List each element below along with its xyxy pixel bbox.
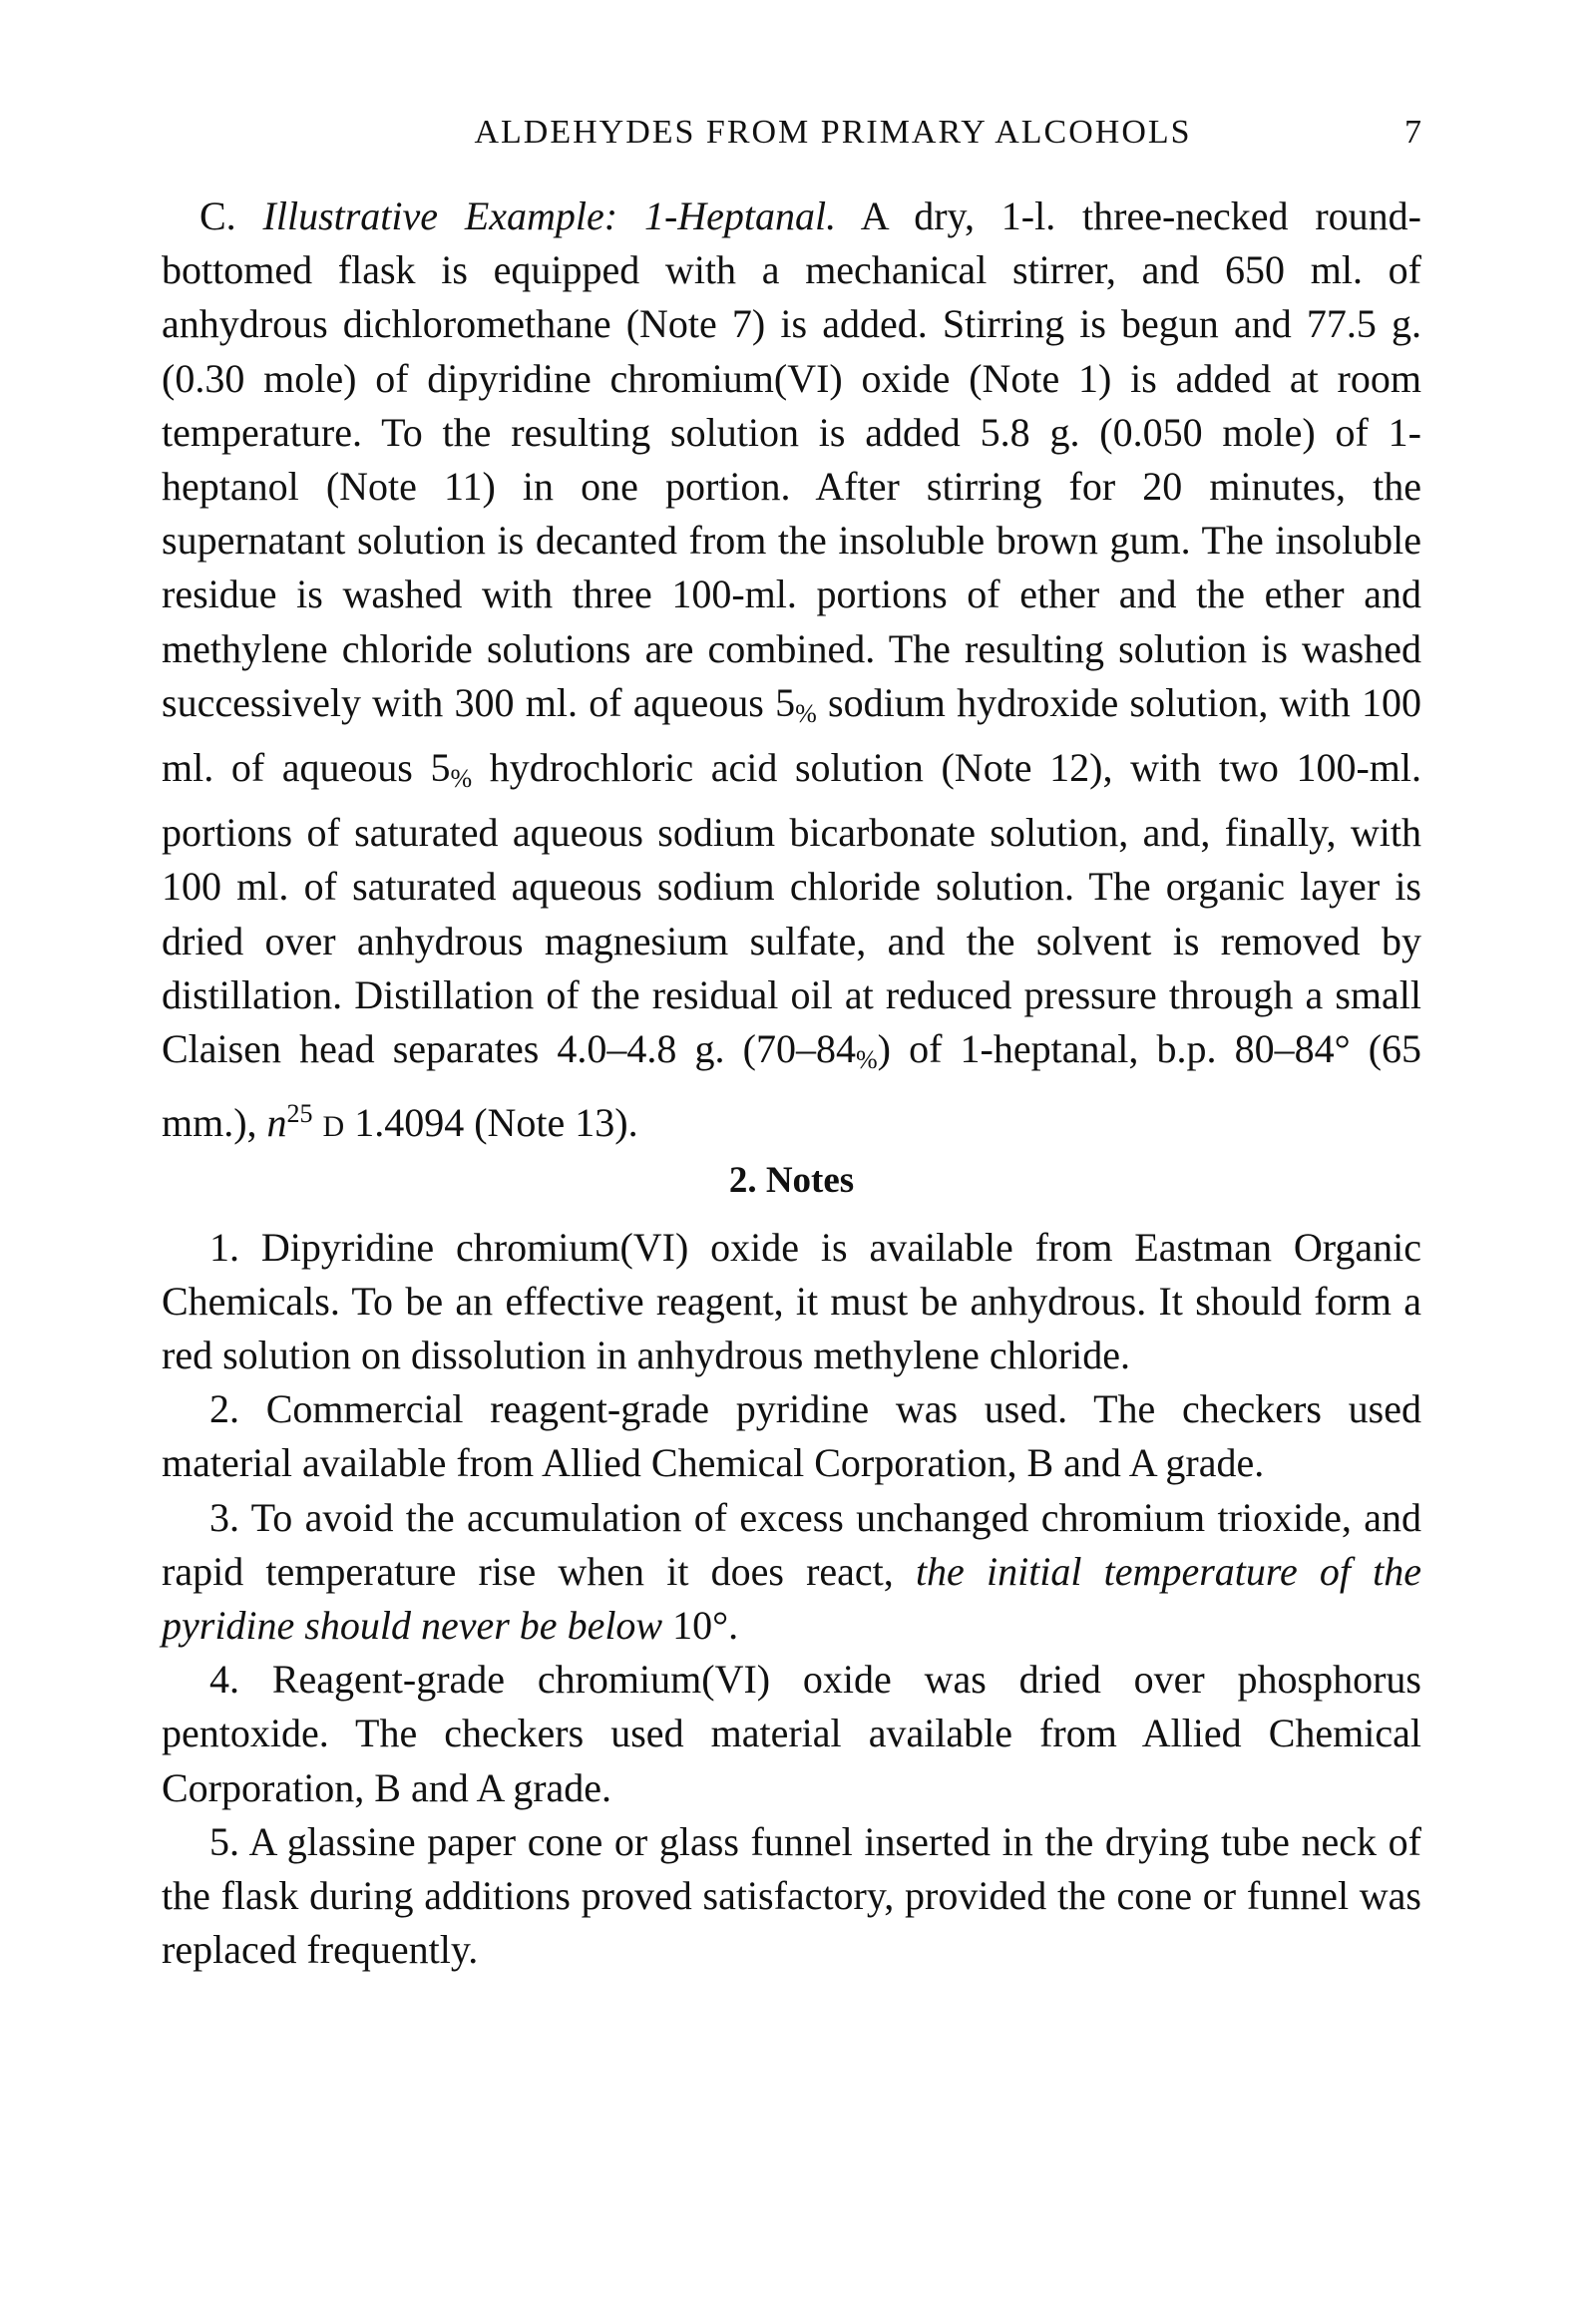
refractive-index-value: 1.4094 (Note 13).	[344, 1100, 638, 1146]
note-number: 4.	[209, 1657, 239, 1703]
example-text-1: A dry, 1-l. three-necked round-bottomed flask is equipped with a mechanical stirrer, and 650 ml. of anhydrous dichloromethane (Note 7) is added. Stirring is begun and 77.5 g. (0.30 mole) of dipyridine chromium(VI) oxide (Note 1) is added at room temperature. To the resulting solution is added 5.8 g. (0.050 mole) of 1-heptanol (Note 11) in one portion. After stirring for 20 minutes, the supernatant solution is decanted from the insoluble brown gum. The insoluble residue is washed with three 100-ml. portions of ether and the ether and methylene chloride solutions are combined. The resulting solution is washed successively with 300 ml. of aqueous 5	[162, 193, 1421, 725]
refractive-index-symbol: n	[266, 1100, 287, 1146]
refractive-index-temp: 25	[286, 1099, 313, 1129]
page-body	[162, 190, 1421, 1978]
note-number: 2.	[209, 1386, 239, 1432]
example-text-4: ) of 1-heptanal, b.p. 80–84° (65 mm.),	[162, 1026, 1422, 1146]
running-head	[244, 108, 1421, 158]
note-text-tail: 10°.	[662, 1603, 739, 1649]
note-text: Dipyridine chromium(VI) oxide is available from Eastman Organic Chemicals. To be an effective reagent, it must be anhydrous. It should form a red solution on dissolution in anhydrous methylene chloride.	[162, 1224, 1422, 1378]
percent-sign-1: %	[795, 698, 817, 728]
example-text-2: sodium hydroxide solution, with 100 ml. of aqueous 5	[162, 679, 1421, 791]
page-number: 7	[1404, 114, 1421, 151]
note-number: 3.	[209, 1494, 239, 1540]
note-item	[162, 1382, 1421, 1490]
percent-sign-2: %	[450, 764, 473, 794]
note-text: To avoid the accumulation of excess unchanged chromium trioxide, and rapid temperature rise when it does react,	[162, 1494, 1421, 1594]
example-paragraph	[162, 190, 1421, 1154]
note-italic-text: the initial temperature of the pyridine should never be below	[162, 1548, 1422, 1649]
note-number: 1.	[209, 1224, 239, 1270]
note-item	[162, 1221, 1421, 1383]
note-number: 5.	[209, 1818, 239, 1864]
note-item	[162, 1815, 1421, 1978]
percent-sign-3: %	[855, 1045, 878, 1075]
note-text: Reagent-grade chromium(VI) oxide was dried over phosphorus pentoxide. The checkers used material available from Allied Chemical Corporation, B and A grade.	[162, 1657, 1421, 1810]
note-item	[162, 1653, 1421, 1815]
example-label: C.	[200, 193, 236, 238]
note-item	[162, 1491, 1421, 1654]
refractive-index-d: D	[322, 1110, 345, 1144]
notes-heading: 2. Notes	[728, 1160, 855, 1202]
note-text: Commercial reagent-grade pyridine was used. The checkers used material available from Allied Chemical Corporation, B and A grade.	[162, 1386, 1422, 1486]
example-title: Illustrative Example: 1-Heptanal.	[262, 193, 837, 238]
note-text: A glassine paper cone or glass funnel inserted in the drying tube neck of the flask during additions proved satisfactory, provided the cone or funnel was replaced frequently.	[162, 1818, 1422, 1973]
example-text-3: hydrochloric acid solution (Note 12), with two 100-ml. portions of saturated aqueous sodium bicarbonate solution, and, finally, with 100 ml. of saturated aqueous sodium chloride solution. The organic layer is dried over anhydrous magnesium sulfate, and the solvent is removed by distillation. Distillation of the residual oil at reduced pressure through a small Claisen head separates 4.0–4.8 g. (70–84	[162, 745, 1421, 1072]
running-title: ALDEHYDES FROM PRIMARY ALCOHOLS	[474, 114, 1192, 151]
